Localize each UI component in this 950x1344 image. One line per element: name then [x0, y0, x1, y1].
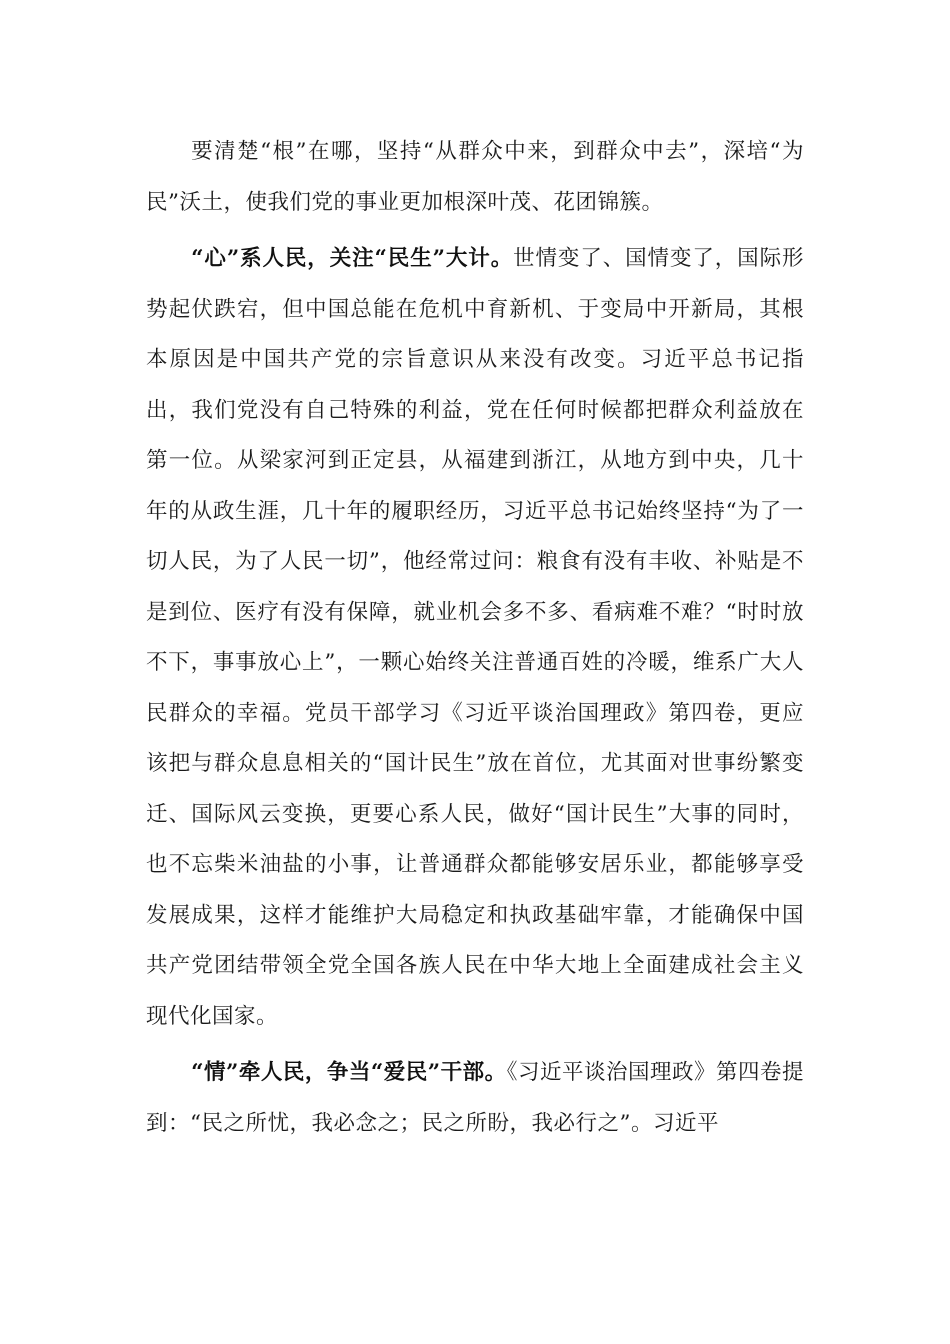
document-body: [146, 127, 804, 1149]
paragraph-1-text: 要清楚“根”在哪，坚持“从群众中来，到群众中去”，深培“为民”沃土，使我们党的事业更加根深叶茂、花团锦簇。: [146, 139, 804, 215]
paragraph-2-text: 世情变了、国情变了，国际形势起伏跌宕，但中国总能在危机中育新机、于变局中开新局，其根本原因是中国共产党的宗旨意识从来没有改变。习近平总书记指出，我们党没有自己特殊的利益，党在任何时候都把群众利益放在第一位。从梁家河到正定县，从福建到浙江，从地方到中央，几十年的从政生涯，几十年的履职经历，习近平总书记始终坚持“为了一切人民，为了人民一切”，他经常过问：粮食有没有丰收、补贴是不是到位、医疗有没有保障，就业机会多不多、看病难不难？“时时放不下，事事放心上”，一颗心始终关注普通百姓的冷暖，维系广大人民群众的幸福。党员干部学习《习近平谈治国理政》第四卷，更应该把与群众息息相关的“国计民生”放在首位，尤其面对世事纷繁变迁、国际风云变换，更要心系人民，做好“国计民生”大事的同时，也不忘柴米油盐的小事，让普通群众都能够安居乐业，都能够享受发展成果，这样才能维护大局稳定和执政基础牢靠，才能确保中国共产党团结带领全党全国各族人民在中华大地上全面建成社会主义现代化国家。: [146, 246, 804, 1029]
paragraph-3-text: 《习近平谈治国理政》第四卷提到：“民之所忧，我必念之；民之所盼，我必行之”。习近平: [146, 1060, 804, 1136]
paragraph-3: [146, 1048, 804, 1149]
paragraph-1: [146, 127, 804, 228]
paragraph-2: [146, 234, 804, 1042]
paragraph-3-lead: “情”牵人民，争当“爱民”干部。: [191, 1060, 507, 1085]
paragraph-2-lead: “心”系人民，关注“民生”大计。: [191, 246, 514, 271]
